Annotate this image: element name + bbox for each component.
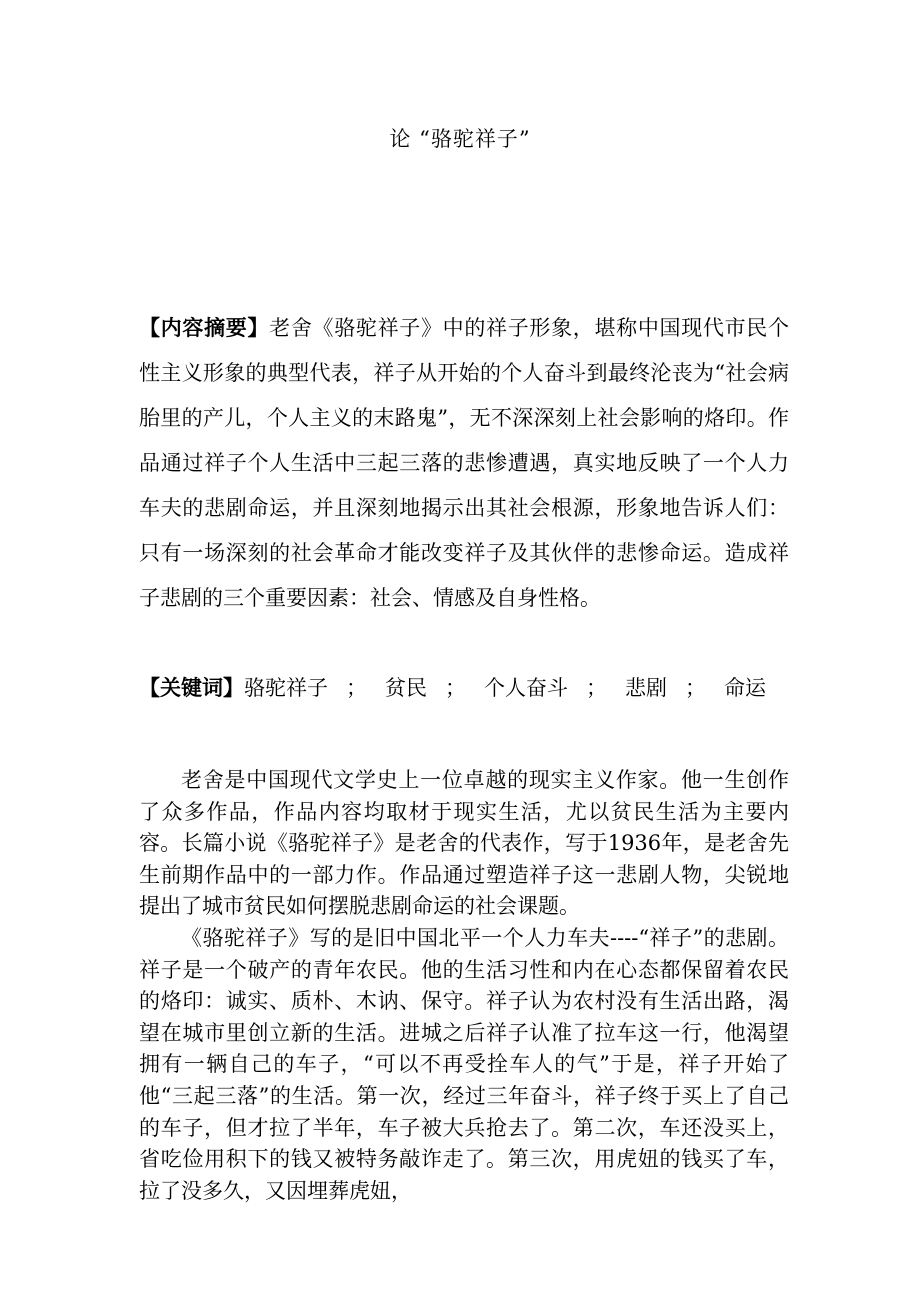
document-title: 论 “骆驼祥子” bbox=[389, 127, 531, 151]
keyword-item: 骆驼祥子 bbox=[244, 676, 328, 700]
body-paragraph: 《骆驼祥子》写的是旧中国北平一个人力车夫----“祥子”的悲剧。祥子是一个破产的青年农民。他的生活习性和内在心态都保留着农民的烙印：诚实、质朴、木讷、保守。祥子认为农村没有生活出路，渴望在城市里创立新的生活。进城之后祥子认准了拉车这一行，他渴望拥有一辆自己的车子，“可以不再受拴车人的气”于是，祥子开始了他“三起三落”的生活。第一次，经过三年奋斗，祥子终于买上了自己的车子，但才拉了半年，车子被大兵抢去了。第二次，车还没买上，省吃俭用积下的钱又被特务敲诈走了。第三次，用虎妞的钱买了车，拉了没多久，又因埋葬虎妞， bbox=[139, 925, 789, 1203]
keyword-separator: ； bbox=[586, 676, 607, 700]
keywords-line bbox=[139, 672, 819, 704]
abstract-label: 【内容摘要】 bbox=[139, 316, 270, 340]
keyword-item: 个人奋斗 bbox=[484, 676, 568, 700]
body-paragraph: 老舍是中国现代文学史上一位卓越的现实主义作家。他一生创作了众多作品，作品内容均取材于现实生活，尤以贫民生活为主要内容。长篇小说《骆驼祥子》是老舍的代表作，写于1936年，是老舍先生前期作品中的一部力作。作品通过塑造祥子这一悲剧人物，尖锐地提出了城市贫民如何摆脱悲剧命运的社会课题。 bbox=[139, 768, 789, 919]
keywords-label: 【关键词】 bbox=[139, 676, 244, 700]
abstract-paragraph bbox=[139, 306, 789, 621]
body-text bbox=[139, 765, 789, 1207]
keyword-item: 命运 bbox=[724, 676, 766, 700]
keyword-item: 贫民 bbox=[385, 676, 427, 700]
keyword-separator: ； bbox=[346, 676, 367, 700]
abstract-text: 老舍《骆驼祥子》中的祥子形象，堪称中国现代市民个性主义形象的典型代表，祥子从开始的个人奋斗到最终沦丧为“社会病胎里的产儿，个人主义的末路鬼”，无不深深刻上社会影响的烙印。作品通过祥子个人生活中三起三落的悲惨遭遇，真实地反映了一个人力车夫的悲剧命运，并且深刻地揭示出其社会根源，形象地告诉人们：只有一场深刻的社会革命才能改变祥子及其伙伴的悲惨命运。造成祥子悲剧的三个重要因素：社会、情感及自身性格。 bbox=[139, 316, 790, 610]
keyword-separator: ； bbox=[685, 676, 706, 700]
keyword-separator: ； bbox=[445, 676, 466, 700]
keyword-item: 悲剧 bbox=[625, 676, 667, 700]
